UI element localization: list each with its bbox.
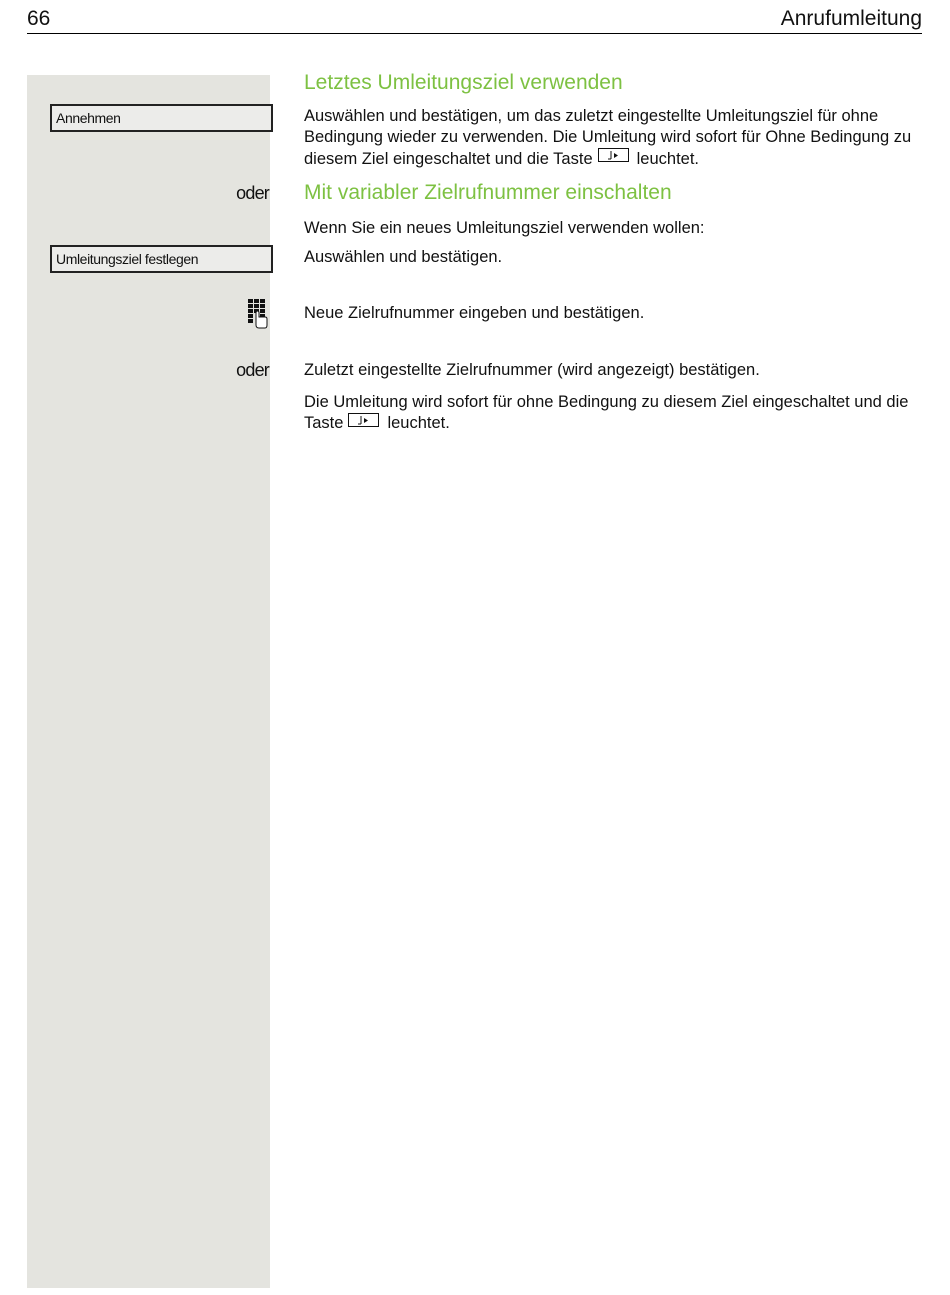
chapter-title: Anrufumleitung (780, 7, 922, 30)
softkey-accept-button[interactable]: Annehmen (50, 104, 273, 132)
softkey-set-destination-button[interactable]: Umleitungsziel festlegen (50, 245, 273, 273)
forward-key-icon (348, 412, 379, 433)
section-heading: Mit variabler Zielrufnummer einschalten (304, 181, 672, 204)
paragraph (304, 106, 924, 170)
paragraph: Auswählen und bestätigen. (304, 248, 503, 266)
page-number: 66 (27, 7, 51, 30)
or-label: oder (236, 183, 269, 203)
or-label: oder (236, 360, 269, 380)
paragraph-text: Auswählen und bestätigen, um das zuletzt eingestellte Umleitungsziel für ohne Bedingung wieder zu verwenden. Die Umleitung wird sofort für Ohne Bedingung zu diesem Ziel eingeschaltet und die Taste (304, 107, 912, 168)
paragraph-text: leuchtet. (636, 149, 699, 168)
paragraph-text: Die Umleitung wird sofort für ohne Bedingung zu diesem Ziel eingeschaltet und die Taste (304, 393, 909, 433)
keypad-icon (248, 299, 270, 334)
forward-key-icon (598, 147, 629, 168)
section-heading: Letztes Umleitungsziel verwenden (304, 71, 623, 94)
paragraph-text: leuchtet. (387, 414, 450, 433)
paragraph: Wenn Sie ein neues Umleitungsziel verwenden wollen: (304, 219, 705, 237)
paragraph: Zuletzt eingestellte Zielrufnummer (wird angezeigt) bestätigen. (304, 361, 760, 379)
paragraph (304, 392, 924, 435)
paragraph: Neue Zielrufnummer eingeben und bestätigen. (304, 304, 645, 322)
page-header (27, 6, 922, 34)
